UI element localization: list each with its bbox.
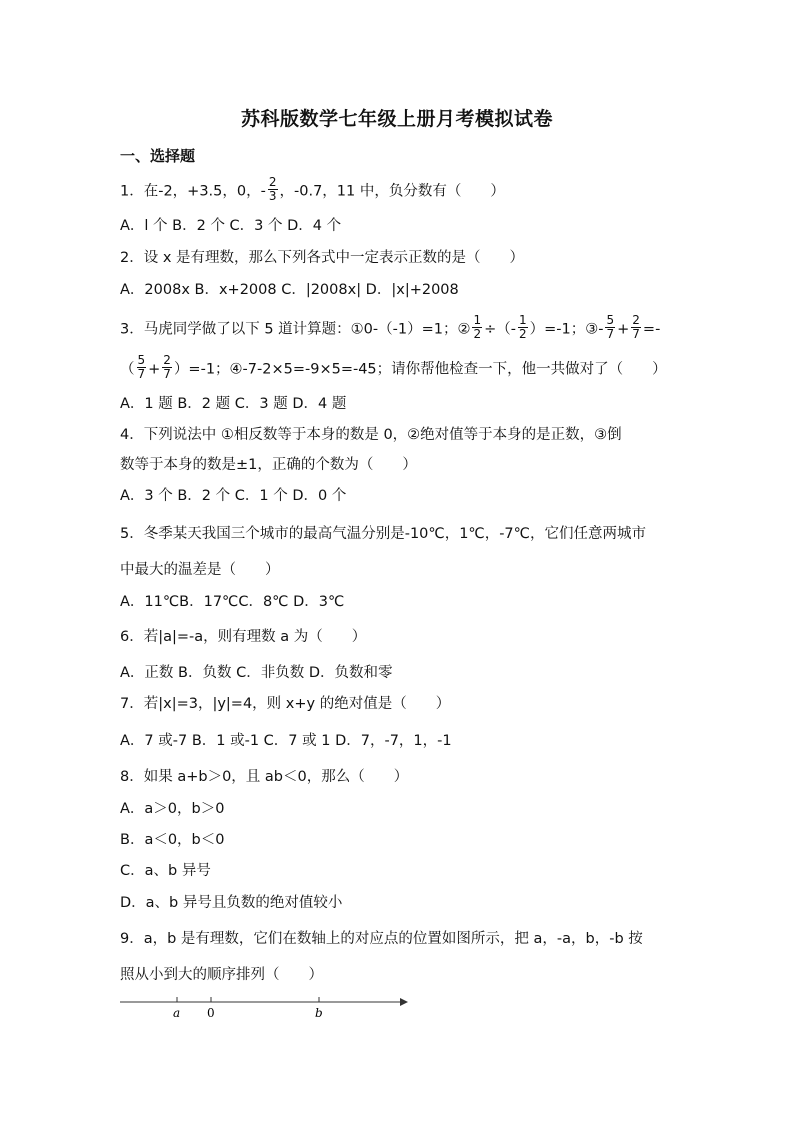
q3-frac-6 [162, 354, 172, 381]
q3-part1: 3．马虎同学做了以下 5 道计算题：①0-（-1）=1；② [120, 321, 471, 338]
q8-option-b: B．a＜0，b＜0 [120, 832, 225, 848]
q3-options: A．1 题 B．2 题 C．3 题 D．4 题 [120, 396, 347, 412]
q1-fraction [268, 176, 278, 203]
q3-f1-den: 2 [473, 327, 482, 341]
q8-option-a: A．a＞0，b＞0 [120, 801, 225, 817]
question-5-line-1: 5．冬季某天我国三个城市的最高气温分别是-10℃，1℃，-7℃，它们任意两城市 [120, 526, 646, 542]
q3-f3-den: 7 [606, 327, 615, 341]
q3-f1-num: 1 [473, 313, 482, 327]
question-8: 8．如果 a+b＞0，且 ab＜0，那么（ ） [120, 769, 409, 785]
label-b: b [315, 1006, 323, 1020]
q3-frac-5 [137, 354, 147, 381]
arrow-right-icon [400, 998, 408, 1006]
q3-part2: ÷（- [484, 321, 516, 338]
q1-stem-a: 1．在-2，+3.5，0， [120, 183, 261, 200]
q1-frac-sign: - [260, 183, 266, 200]
question-3-line-2 [120, 353, 667, 383]
q3-f4-num: 2 [632, 313, 640, 327]
q8-option-c: C．a、b 异号 [120, 863, 211, 879]
q3-f5-den: 7 [137, 367, 146, 381]
q3-part4: + [617, 321, 630, 338]
question-2: 2．设 x 是有理数，那么下列各式中一定表示正数的是（ ） [120, 250, 525, 266]
q7-options: A．7 或-7 B．1 或-1 C．7 或 1 D．7，-7，1，-1 [120, 733, 452, 749]
q4-options: A．3 个 B．2 个 C．1 个 D．0 个 [120, 488, 347, 504]
q3-frac-4 [631, 314, 641, 341]
q3-part8: ）=-1；④-7-2×5=-9×5=-45；请你帮他检查一下，他一共做对了（ ） [173, 361, 667, 378]
question-3-line-1 [120, 313, 661, 343]
question-4-line-2: 数等于本身的数是±1，正确的个数为（ ） [120, 457, 417, 473]
q3-f2-num: 1 [519, 313, 527, 327]
q1-stem-b: ，-0.7，11 中，负分数有（ ） [279, 183, 505, 200]
label-zero: 0 [207, 1006, 215, 1020]
q3-part3: ）=-1；③- [529, 321, 604, 338]
q3-frac-2 [518, 314, 528, 341]
q2-options: A．2008x B．x+2008 C．|2008x| D．|x|+2008 [120, 282, 459, 298]
q3-f4-den: 7 [632, 327, 640, 341]
q3-f2-den: 2 [519, 327, 527, 341]
q3-part6: （ [120, 361, 135, 378]
question-5-line-2: 中最大的温差是（ ） [120, 562, 280, 578]
number-line [118, 988, 418, 1028]
q6-options: A．正数 B．负数 C．非负数 D．负数和零 [120, 665, 393, 681]
section-heading: 一、选择题 [120, 147, 196, 165]
q5-options: A．11℃B．17℃C．8℃ D．3℃ [120, 594, 345, 610]
question-1 [120, 175, 505, 205]
label-a: a [173, 1006, 181, 1020]
q3-f6-den: 7 [163, 367, 171, 381]
q3-part5: =- [642, 321, 661, 338]
q1-options: A．l 个 B．2 个 C．3 个 D．4 个 [120, 218, 342, 234]
page-title: 苏科版数学七年级上册月考模拟试卷 [240, 108, 553, 130]
question-9-line-2: 照从小到大的顺序排列（ ） [120, 967, 323, 983]
q3-part7: + [148, 361, 161, 378]
q3-frac-1 [472, 314, 482, 341]
q3-frac-3 [605, 314, 615, 341]
q3-f6-num: 2 [163, 353, 171, 367]
q3-f5-num: 5 [137, 353, 146, 367]
q3-f3-num: 5 [606, 313, 615, 327]
question-7: 7．若|x|=3，|y|=4，则 x+y 的绝对值是（ ） [120, 696, 451, 712]
q1-frac-num: 2 [268, 175, 277, 189]
q1-frac-den: 3 [268, 189, 277, 203]
question-4-line-1: 4．下列说法中 ①相反数等于本身的数是 0，②绝对值等于本身的是正数，③倒 [120, 427, 622, 443]
question-6: 6．若|a|=-a，则有理数 a 为（ ） [120, 629, 367, 645]
q8-option-d: D．a、b 异号且负数的绝对值较小 [120, 895, 343, 911]
question-9-line-1: 9．a，b 是有理数，它们在数轴上的对应点的位置如图所示，把 a，-a，b，-b 按 [120, 931, 643, 947]
